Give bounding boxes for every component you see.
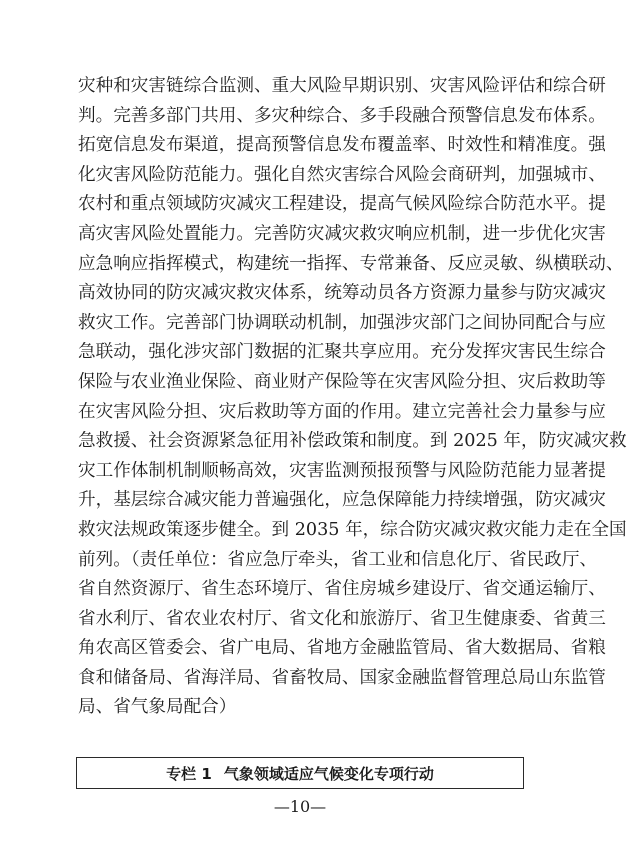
- text-line: 判。完善多部门共用、多灾种综合、多手段融合预警信息发布体系。: [78, 105, 606, 126]
- text-line: 农村和重点领域防灾减灾工程建设，提高气候风险综合防范水平。提: [78, 194, 606, 215]
- text-line: 救灾工作。完善部门协调联动机制，加强涉灾部门之间协同配合与应: [78, 312, 606, 333]
- text-line: 食和储备局、省海洋局、省畜牧局、国家金融监督管理总局山东监管: [78, 667, 606, 688]
- text-line: 拓宽信息发布渠道，提高预警信息发布覆盖率、时效性和精准度。强: [78, 135, 606, 156]
- text-line: 在灾害风险分担、灾后救助等方面的作用。建立完善社会力量参与应: [78, 401, 606, 422]
- text-line: 角农高区管委会、省广电局、省地方金融监管局、省大数据局、省粮: [78, 638, 606, 659]
- text-line: 灾种和灾害链综合监测、重大风险早期识别、灾害风险评估和综合研: [78, 76, 606, 96]
- text-line: 升，基层综合减灾能力普遍强化，应急保障能力持续增强，防灾减灾: [78, 490, 606, 511]
- feature-box-title: 气象领域适应气候变化专项行动: [223, 764, 434, 783]
- text-line: 应急响应指挥模式，构建统一指挥、专常兼备、反应灵敏、纵横联动、: [78, 253, 624, 274]
- body-paragraph: [78, 72, 627, 723]
- text-line: 救灾法规政策逐步健全。到 2035 年，综合防灾减灾救灾能力走在全国: [78, 519, 627, 540]
- page-number: —10—: [273, 797, 327, 816]
- text-line: 化灾害风险防范能力。强化自然灾害综合风险会商研判，加强城市、: [78, 164, 606, 185]
- text-line: 高灾害风险处置能力。完善防灾减灾救灾响应机制，进一步优化灾害: [78, 223, 606, 244]
- text-line: 急联动，强化涉灾部门数据的汇聚共享应用。充分发挥灾害民生综合: [78, 342, 606, 363]
- text-line: 局、省气象局配合）: [78, 697, 237, 718]
- text-line: 省自然资源厅、省生态环境厅、省住房城乡建设厅、省交通运输厅、: [78, 579, 606, 600]
- text-line: 高效协同的防灾减灾救灾体系，统筹动员各方资源力量参与防灾减灾: [78, 283, 606, 304]
- text-line: 省水利厅、省农业农村厅、省文化和旅游厅、省卫生健康委、省黄三: [78, 608, 606, 629]
- feature-box-heading: [76, 757, 524, 789]
- text-line: 灾工作体制机制顺畅高效，灾害监测预报预警与风险防范能力显著提: [78, 460, 606, 481]
- text-line: 急救援、社会资源紧急征用补偿政策和制度。到 2025 年，防灾减灾救: [78, 431, 627, 452]
- text-line: 前列。（责任单位：省应急厅牵头，省工业和信息化厅、省民政厅、: [78, 549, 598, 570]
- text-line: 保险与农业渔业保险、商业财产保险等在灾害风险分担、灾后救助等: [78, 371, 606, 392]
- feature-box-label: 专栏 1: [166, 764, 212, 783]
